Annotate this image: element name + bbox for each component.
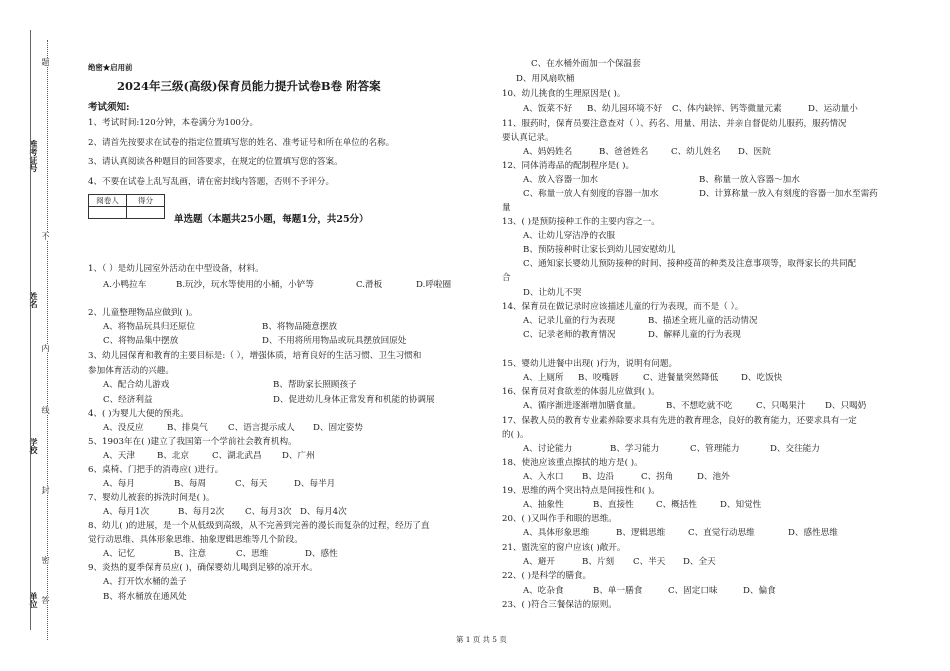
q12-option-c: C、称量一放人有刻度的容器一加水 [523,189,659,199]
question-17: 17、保教人员的教育专业素养除要求具有先进的教育理念，良好的教育能力，还要求具有一定 [502,416,857,426]
q14-option-c: C、记录老师的教育情况 [523,330,616,340]
q3-option-d: D、促进幼儿身体正常发育和机能的协调展 [273,395,435,405]
q15-option-b: B、咬嘴唇 [578,373,619,383]
question-7: 7、婴幼儿被套的拆洗时间是( )。 [88,493,215,503]
q22-option-b: B、单一膳食 [593,586,643,596]
question-6: 6、桌椅、门把手的消毒应( )进行。 [88,465,224,475]
q7-option-c: C、每月3次 [245,507,292,517]
question-11: 11、服药时，保育员要注意查对（ ）、药名、用量、用法、并亲自督促幼儿服药，服药情况 [502,119,847,129]
question-14: 14、保育员在做记录时应该描述儿童的行为表现，而不是（ ）。 [502,302,744,312]
question-20: 20、( )又叫作手和眼的思维。 [502,514,617,524]
question-22: 22、( )是科学的膳食。 [502,571,592,581]
q16-option-a: A、循序渐进逐渐增加膳食量。 [523,401,641,411]
page-number: 第 1 页 共 5 页 [456,635,507,644]
q9-option-d: D、用风扇吹桶 [516,74,575,84]
q17-option-c: C、管理能力 [690,444,740,454]
question-10: 10、幼儿挑食的生理原因是( )。 [502,89,626,99]
page-title: 2024年三级(高级)保育员能力提升试卷B卷 附答案 [117,79,381,93]
q2-option-a: A、将物品玩具归还原位 [103,322,196,332]
q18-option-a: A、入水口 [523,472,564,482]
notice-item: 1、考试时间:120分钟，本卷满分为100分。 [88,118,259,128]
q13-option-d: D、让幼儿不哭 [523,288,582,298]
q22-option-a: A、吃杂食 [523,586,564,596]
question-23: 23、( )符合三餐保洁的原则。 [502,600,617,610]
notice-title: 考试须知: [88,102,130,113]
section-title: 单选题（本题共25小题，每题1分，共25分） [174,214,369,225]
q6-option-a: A、每月 [103,479,135,489]
q14-option-d: D、解释儿童的行为表现 [648,330,741,340]
score-table-reviewer-cell[interactable] [89,207,127,219]
q13-option-b: B、预防接种时让家长到幼儿园安慰幼儿 [523,245,676,255]
q21-option-a: A、避开 [523,557,555,567]
notice-item: 2、请首先按要求在试卷的指定位置填写您的姓名、准考证号和所在单位的名称。 [88,138,395,148]
q16-option-d: D、只喝奶 [825,401,867,411]
q18-option-c: C、拐角 [641,472,674,482]
q7-option-a: A、每月1次 [103,507,150,517]
q13-option-c: C、通知家长婴幼儿预防接种的时间、接种疫苗的种类及注意事项等，取得家长的共同配 [523,259,857,269]
q2-option-d: D、不用将所用物品或玩具摆放回原处 [262,336,407,346]
q8-option-d: D、感性 [305,549,338,559]
seal-char-mi: 密 [41,556,50,564]
q15-option-a: A、上厕所 [523,373,564,383]
q3-option-b: B、帮助家长照顾孩子 [273,380,357,390]
q14-option-a: A、记录儿童的行为表现 [523,316,616,326]
q6-option-b: B、每周 [174,479,207,489]
q1-option-d: D.呼啦圈 [416,280,452,290]
q3-option-c: C、经济利益 [103,395,153,405]
q17-option-b: B、学习能力 [610,444,660,454]
question-2: 2、儿童整理物品应做到( )。 [88,308,198,318]
q19-option-a: A、抽象性 [523,500,564,510]
q12-option-d-cont: 量 [502,203,511,213]
question-11-cont: 要认真记录。 [502,133,554,143]
secret-mark: 绝密★启用前 [88,63,133,72]
q5-option-d: D、广州 [282,451,315,461]
question-18: 18、使池应该重点擦拭的地方是( )。 [502,458,643,468]
q19-option-c: C、概括性 [656,500,697,510]
q16-option-b: B、不想吃就不吃 [666,401,733,411]
q6-option-d: D、每半月 [294,479,336,489]
q8-option-a: A、记忆 [103,549,135,559]
q20-option-c: C、直觉行动思维 [688,528,755,538]
q20-option-b: B、逻辑思维 [616,528,666,538]
label-zhunkao: 准考证号 [29,140,39,172]
q21-option-c: C、半天 [633,557,666,567]
seal-char-da: 答 [41,596,50,604]
q20-option-a: A、具体形象思维 [523,528,590,538]
question-3-cont: 参加体育活动的兴趣。 [88,366,174,376]
q8-option-c: C、思维 [236,549,269,559]
question-5: 5、1903年在( )建立了我国第一个学前社会教育机构。 [88,437,297,447]
q5-option-b: B、北京 [157,451,190,461]
q10-option-a: A、饭菜不好 [523,104,573,114]
q16-option-c: C、只喝果汁 [756,401,806,411]
question-21: 21、盥洗室的窗户应该( )敞开。 [502,543,626,553]
q17-option-a: A、讨论能力 [523,444,573,454]
q4-option-d: D、固定姿势 [313,423,363,433]
q12-option-b: B、称量一放入容器～加水 [699,175,800,185]
q15-option-d: D、吃饭快 [741,373,783,383]
question-1: 1、（ ）是幼儿园室外活动在中型设备，材料。 [88,264,264,274]
question-3: 3、幼儿园保育和教育的主要目标是:（ ），增强体质，培育良好的生活习惯、卫生习惯和 [88,351,422,361]
field-lines [30,30,32,630]
score-table-score-cell[interactable] [127,207,165,219]
q8-option-b: B、注意 [174,549,207,559]
seal-char-nei: 内 [41,344,50,352]
label-xingming: 姓名 [29,292,39,308]
q12-option-a: A、放入容器一加水 [523,175,598,185]
q19-option-d: D、知觉性 [720,500,762,510]
q19-option-b: B、直接性 [593,500,634,510]
q5-option-a: A、天津 [103,451,135,461]
q11-option-b: B、爸爸姓名 [599,147,649,157]
question-8: 8、幼儿( )的进展，是一个从低级到高级，从不完善到完善的漫长而复杂的过程，经历了直 [88,521,430,531]
q4-option-c: C、语言提示成人 [228,423,295,433]
q22-option-d: D、偏食 [743,586,776,596]
q17-option-d: D、交往能力 [770,444,820,454]
q18-option-d: D、池外 [697,472,730,482]
q15-option-c: C、进餐量突然降低 [643,373,719,383]
q18-option-b: B、边沿 [582,472,615,482]
q1-option-c: C.滑板 [356,280,383,290]
q1-option-b: B.玩沙，玩水等使用的小桶，小铲等 [176,280,314,290]
seal-char-feng: 封 [41,486,50,494]
question-9: 9、炎热的夏季保育员应( )，确保婴幼儿喝到足够的凉开水。 [88,563,318,573]
q13-option-c-cont: 合 [502,273,511,283]
q14-option-b: B、描述全班儿童的活动情况 [648,316,758,326]
q10-option-d: D、运动量小 [808,104,858,114]
seal-char-ti: 题 [41,58,50,66]
score-table-reviewer: 阅卷人 [89,195,127,207]
q4-option-a: A、没反应 [103,423,144,433]
label-danwei: 单位 [29,592,39,608]
q9-option-b: B、将水桶放在通风处 [103,592,187,602]
q21-option-d: D、全天 [683,557,716,567]
notice-item: 3、请认真阅读各种题目的回答要求，在规定的位置填写您的答案。 [88,157,343,167]
label-xuexiao: 学校 [29,438,39,454]
notice-item: 4、不要在试卷上乱写乱画，请在密封线内答题，否则不予评分。 [88,177,335,187]
q13-option-a: A、让幼儿穿洁净的衣服 [523,231,616,241]
q7-option-d: D、每月4次 [300,507,347,517]
question-17-cont: 的( )。 [502,430,529,440]
q3-option-a: A、配合幼儿游戏 [103,380,170,390]
question-15: 15、婴幼儿进餐中出现( )行为，说明有问题。 [502,359,678,369]
q11-option-a: A、妈妈姓名 [523,147,573,157]
question-8-cont: 觉行动思维、具体形象思维、抽象逻辑思维等几个阶段。 [88,535,303,545]
question-19: 19、思维的两个突出特点是间接性和( )。 [502,486,660,496]
q7-option-b: B、每月2次 [178,507,225,517]
q11-option-d: D、医院 [738,147,771,157]
q2-option-c: C、将物品集中摆放 [103,336,179,346]
seal-char-bu: 不 [41,232,50,240]
question-4: 4、( )为婴儿大便的预兆。 [88,409,189,419]
q5-option-c: C、湖北武昌 [212,451,262,461]
q11-option-c: C、幼儿姓名 [671,147,721,157]
q6-option-c: C、每天 [235,479,268,489]
q9-option-a: A、打开饮水桶的盖子 [103,577,187,587]
score-table [88,194,165,219]
q9-option-c: C、在水桶外面加一个保温套 [531,59,641,69]
question-13: 13、( )是预防接种工作的主要内容之一。 [502,217,660,227]
seal-char-xian: 线 [41,406,50,414]
score-table-score: 得分 [127,195,165,207]
q2-option-b: B、将物品随意摆放 [262,322,338,332]
q21-option-b: B、片刻 [582,557,615,567]
q22-option-c: C、固定口味 [668,586,718,596]
question-12: 12、同体消毒品的配制程序是( )。 [502,161,635,171]
q4-option-b: B、排臭气 [167,423,208,433]
q10-option-b: B、幼儿园环境不好 [587,104,663,114]
seal-line [47,40,48,640]
q1-option-a: A.小鸭拉车 [103,280,147,290]
q20-option-d: D、感性思维 [788,528,838,538]
q12-option-d: D、计算称量一放入有刻度的容器一加水至需药 [699,189,878,199]
q10-option-c: C、体内缺锌、钙等微量元素 [672,104,782,114]
question-16: 16、保育员对食欲差的体弱儿应做到( )。 [502,387,660,397]
